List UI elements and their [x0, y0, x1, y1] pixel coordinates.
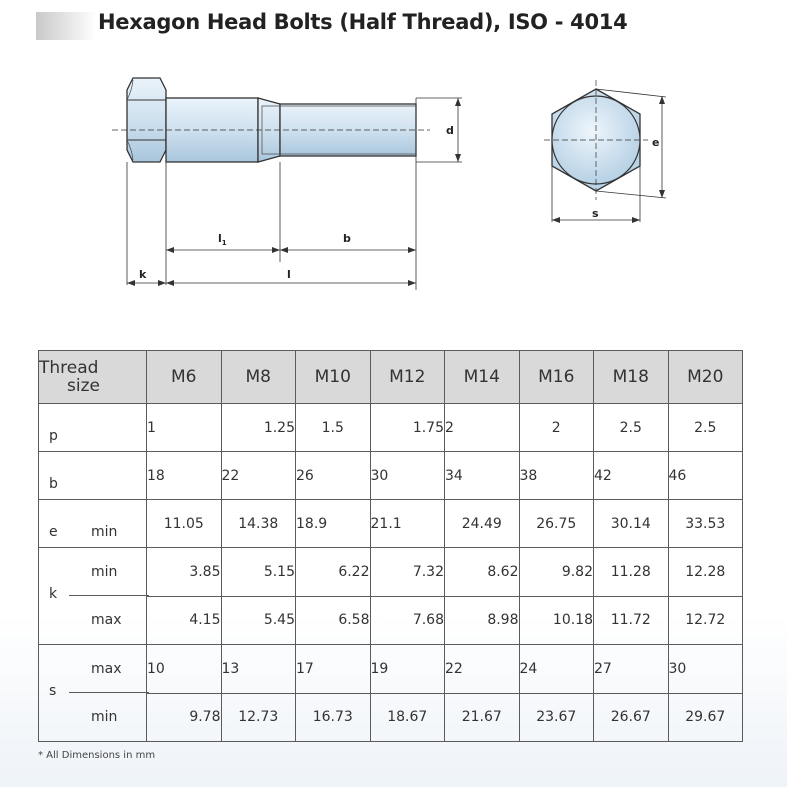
size-col-header: M10 [296, 351, 371, 404]
table-cell: 38 [519, 452, 594, 500]
size-col-header: M16 [519, 351, 594, 404]
table-header-row [39, 351, 743, 404]
label-d: d [446, 124, 454, 137]
table-cell: 18.9 [296, 500, 371, 548]
table-cell: 46 [668, 452, 743, 500]
table-cell: 7.68 [370, 596, 445, 645]
table-cell: 1.75 [370, 404, 445, 452]
size-col-header: M12 [370, 351, 445, 404]
table-cell: 29.67 [668, 693, 743, 742]
title-accent-bar [36, 12, 96, 40]
table-cell: 30 [668, 645, 743, 694]
table-cell: 33.53 [668, 500, 743, 548]
table-cell: 30 [370, 452, 445, 500]
table-cell: 18 [147, 452, 222, 500]
row-label-p: p [39, 404, 147, 452]
table-cell: 11.05 [147, 500, 222, 548]
table-cell: 11.72 [594, 596, 669, 645]
table-cell: 9.82 [519, 548, 594, 597]
table-cell: 5.15 [221, 548, 296, 597]
table-cell: 1 [147, 404, 222, 452]
table-cell: 3.85 [147, 548, 222, 597]
table-cell: 34 [445, 452, 520, 500]
table-cell: 5.45 [221, 596, 296, 645]
table-cell: 9.78 [147, 693, 222, 742]
table-cell: 12.72 [668, 596, 743, 645]
table-cell: 27 [594, 645, 669, 694]
table-cell: 21.1 [370, 500, 445, 548]
table-cell: 14.38 [221, 500, 296, 548]
table-row-k-min [39, 548, 743, 597]
table-cell: 2.5 [594, 404, 669, 452]
table-cell: 2 [519, 404, 594, 452]
bolt-head-side-view [127, 78, 166, 162]
table-cell: 24.49 [445, 500, 520, 548]
table-row-s-max [39, 645, 743, 694]
table-cell: 8.98 [445, 596, 520, 645]
table-cell: 22 [221, 452, 296, 500]
table-cell: 1.25 [221, 404, 296, 452]
label-b: b [343, 232, 351, 245]
page-title: Hexagon Head Bolts (Half Thread), ISO - 4014 [98, 10, 628, 34]
table-cell: 10.18 [519, 596, 594, 645]
row-label-s: max s min [39, 645, 147, 742]
table-cell: 13 [221, 645, 296, 694]
table-cell: 24 [519, 645, 594, 694]
thread-size-header: Thread size [39, 351, 147, 404]
table-cell: 4.15 [147, 596, 222, 645]
table-cell: 8.62 [445, 548, 520, 597]
row-label-k: min k max [39, 548, 147, 645]
table-cell: 21.67 [445, 693, 520, 742]
table-cell: 6.22 [296, 548, 371, 597]
table-cell: 19 [370, 645, 445, 694]
size-col-header: M8 [221, 351, 296, 404]
table-cell: 7.32 [370, 548, 445, 597]
table-cell: 22 [445, 645, 520, 694]
table-cell: 1.5 [296, 404, 371, 452]
table-cell: 18.67 [370, 693, 445, 742]
label-s: s [592, 207, 599, 220]
table-cell: 10 [147, 645, 222, 694]
size-col-header: M18 [594, 351, 669, 404]
table-cell: 11.28 [594, 548, 669, 597]
label-e: e [652, 136, 660, 149]
size-col-header: M6 [147, 351, 222, 404]
table-row-e [39, 500, 743, 548]
table-cell: 30.14 [594, 500, 669, 548]
label-l: l [287, 268, 291, 281]
table-cell: 12.73 [221, 693, 296, 742]
bolt-technical-drawing [0, 60, 787, 300]
row-label-e: e min [39, 500, 147, 548]
table-row-b [39, 452, 743, 500]
table-cell: 12.28 [668, 548, 743, 597]
table-cell: 26 [296, 452, 371, 500]
table-cell: 2 [445, 404, 520, 452]
table-cell: 23.67 [519, 693, 594, 742]
dimensions-table [38, 350, 743, 742]
table-cell: 17 [296, 645, 371, 694]
table-cell: 42 [594, 452, 669, 500]
table-cell: 2.5 [668, 404, 743, 452]
label-l1: $l_1$ [218, 232, 227, 247]
size-col-header: M14 [445, 351, 520, 404]
size-col-header: M20 [668, 351, 743, 404]
table-cell: 16.73 [296, 693, 371, 742]
row-label-b: b [39, 452, 147, 500]
table-cell: 26.75 [519, 500, 594, 548]
table-row-p [39, 404, 743, 452]
table-cell: 6.58 [296, 596, 371, 645]
table-cell: 26.67 [594, 693, 669, 742]
label-k: k [139, 268, 147, 281]
bolt-head-end-view [544, 80, 648, 200]
footnote: * All Dimensions in mm [38, 750, 156, 761]
